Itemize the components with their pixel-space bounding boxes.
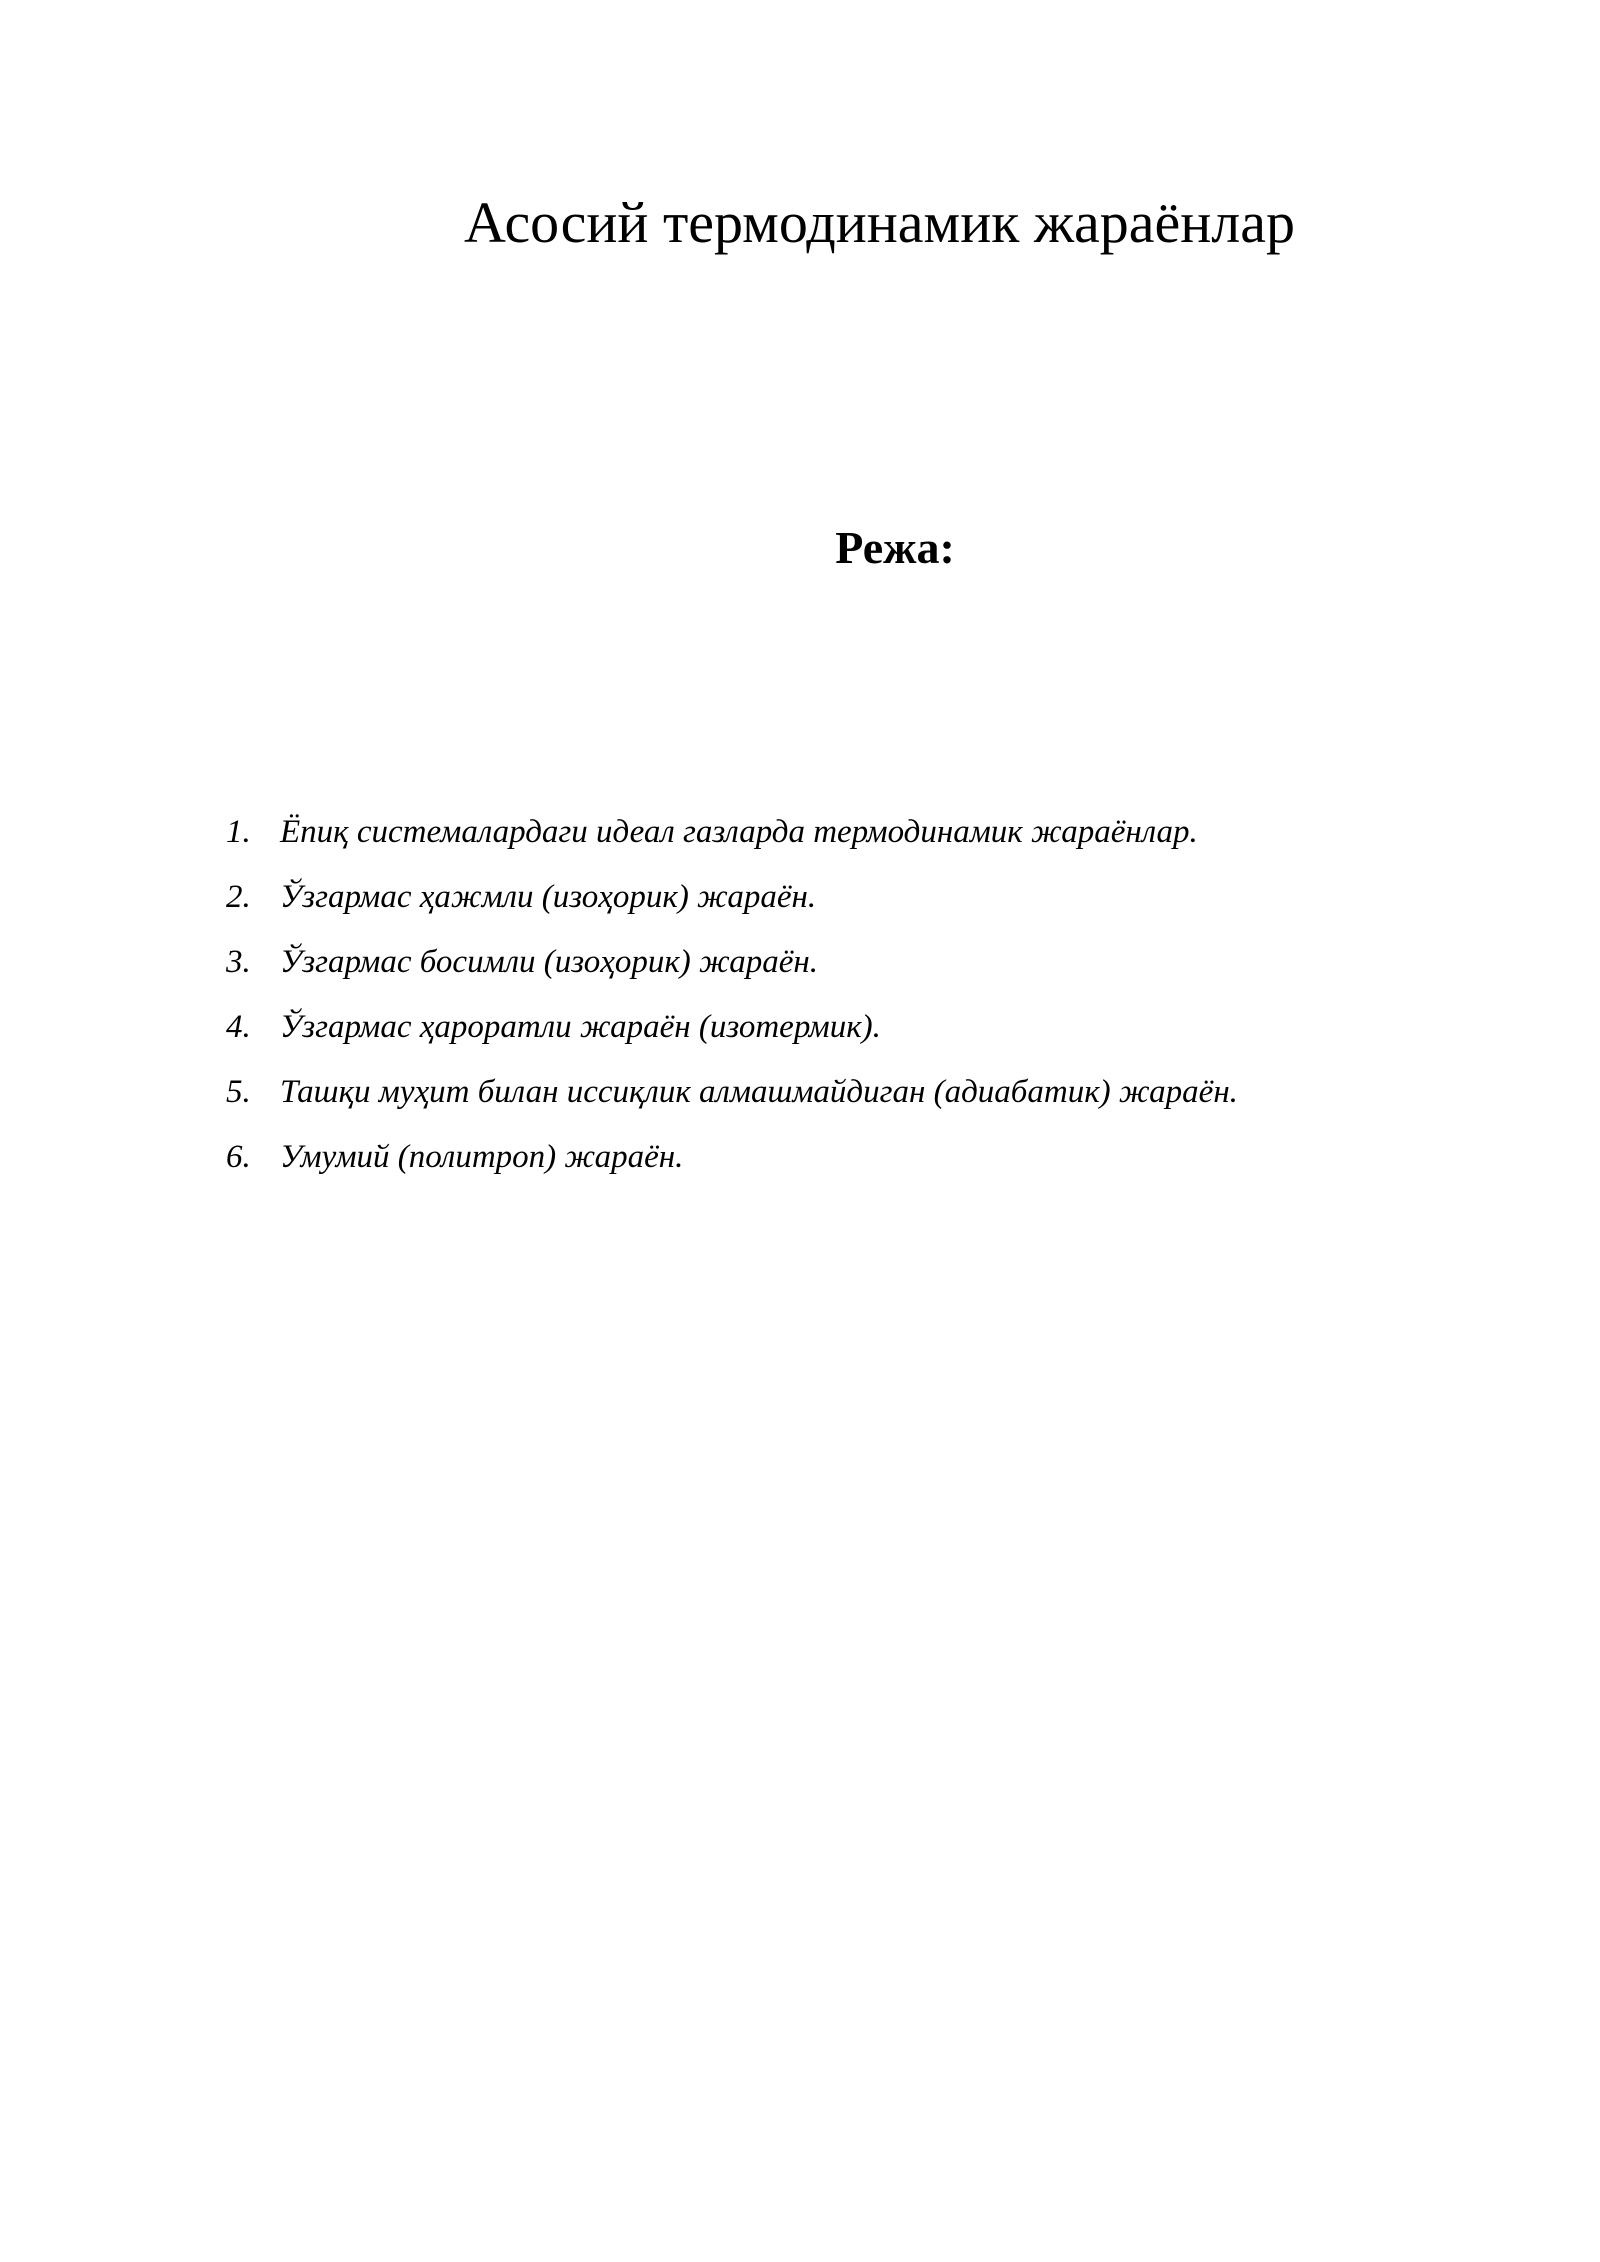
plan-item-number: 4. [226,1009,251,1045]
plan-item-6 [226,1125,1238,1190]
plan-item-text: Ўзгармас ҳароратли жараён (изотермик). [280,1009,881,1045]
plan-item-text: Ташқи муҳит билан иссиқлик алмашмайдиган (адиабатик) жараён. [280,1074,1238,1110]
plan-item-number: 2. [226,879,251,915]
plan-item-text: Умумий (политроп) жараён. [280,1139,684,1175]
plan-item-1 [226,800,1238,865]
plan-item-number: 5. [226,1074,251,1110]
plan-list [226,800,1238,1190]
plan-item-text: Ўзгармас босимли (изоҳорик) жараён. [280,944,819,980]
plan-item-5 [226,1060,1238,1125]
plan-item-number: 1. [226,814,251,850]
document-title: Асосий термодинамик жараёнлар [464,190,1295,255]
plan-item-number: 3. [226,944,251,980]
plan-item-text: Ўзгармас ҳажмли (изоҳорик) жараён. [280,879,817,915]
plan-item-text: Ёпиқ системалардаги идеал газларда термодинамик жараёнлар. [280,814,1198,850]
plan-item-number: 6. [226,1139,251,1175]
plan-item-4 [226,995,1238,1060]
plan-item-2 [226,865,1238,930]
plan-item-3 [226,930,1238,995]
plan-heading: Режа: [835,522,955,573]
